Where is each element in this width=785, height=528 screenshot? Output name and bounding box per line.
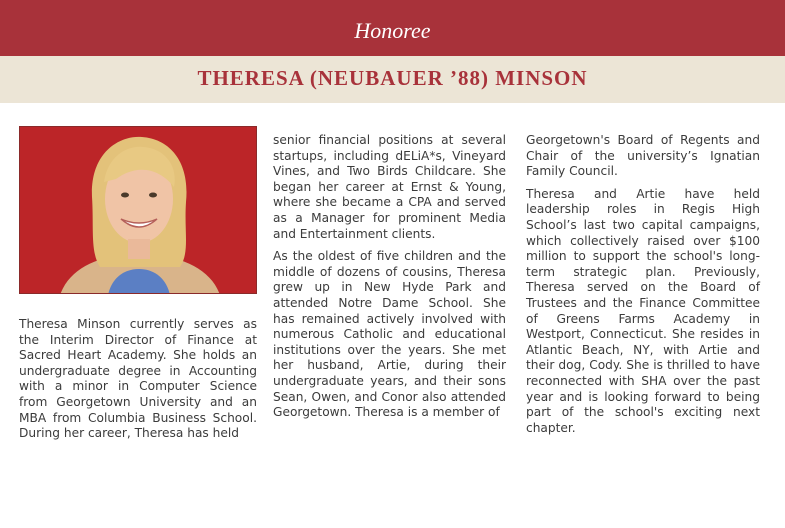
person-portrait-icon bbox=[20, 127, 257, 294]
honoree-name: THERESA (NEUBAUER ’88) MINSON bbox=[0, 56, 785, 103]
bio-paragraph: Georgetown's Board of Regents and Chair of the university’s Ignatian Family Council. bbox=[526, 133, 760, 179]
bio-paragraph: Theresa Minson currently serves as the Interim Director of Finance at Sacred Heart Academy. She holds an undergraduate degree in Accounting with a minor in Computer Science from Georgetown University and an MBA from Columbia Business School. During her career, Theresa has held bbox=[19, 317, 257, 441]
bio-paragraph: Theresa and Artie have held leadership roles in Regis High School’s last two capital campaigns, which collectively raised over $100 million to support the school's long-term strategic plan. Previously, Theresa served on the Board of Trustees and the Finance Committee of Greens Farms Academy in Westport, Connecticut. She resides in Atlantic Beach, NY, with Artie and their dog, Cody. She is thrilled to have reconnected with SHA over the past year and is looking forward to being part of the school's exciting next chapter. bbox=[526, 186, 760, 435]
bio-column-1 bbox=[19, 317, 257, 449]
honoree-banner: Honoree bbox=[0, 0, 785, 56]
bio-column-3 bbox=[526, 133, 760, 443]
honoree-photo bbox=[19, 126, 257, 294]
bio-paragraph: As the oldest of five children and the middle of dozens of cousins, Theresa grew up in New Hyde Park and attended Notre Dame School. She has remained actively involved with numerous Catholic and educational institutions over the years. She met her husband, Artie, during their undergraduate years, and their sons Sean, Owen, and Conor also attended Georgetown. Theresa is a member of bbox=[273, 249, 506, 420]
bio-column-2 bbox=[273, 133, 506, 428]
bio-paragraph: senior financial positions at several startups, including dELiA*s, Vineyard Vines, and Two Birds Childcare. She began her career at Ernst & Young, where she became a CPA and served as a Manager for prominent Media and Entertainment clients. bbox=[273, 133, 506, 241]
